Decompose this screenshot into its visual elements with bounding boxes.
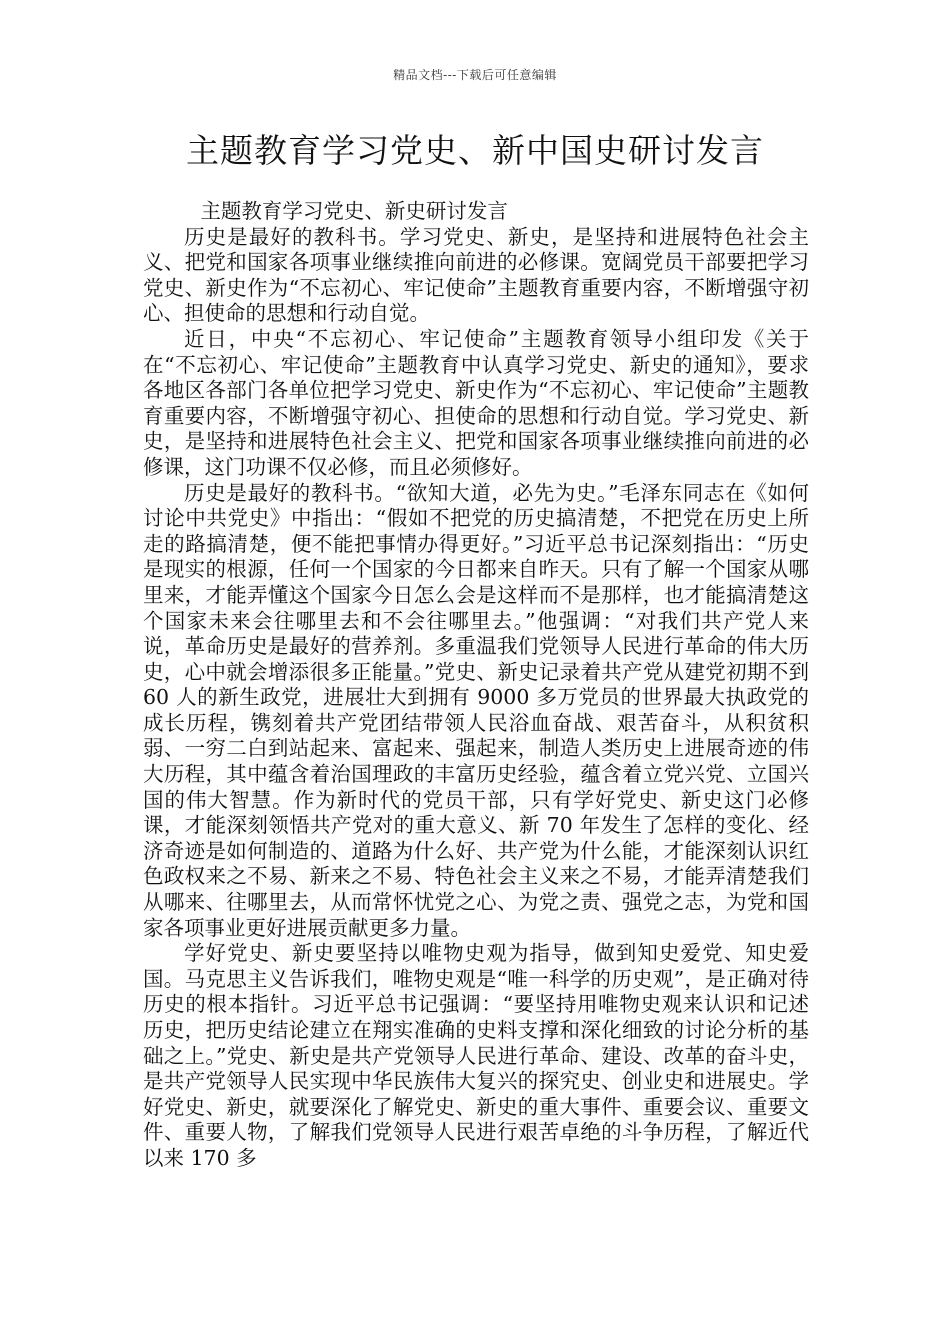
header-note: 精品文档---下载后可任意编辑 bbox=[393, 68, 557, 82]
document-title: 主题教育学习党史、新中国史研讨发言 bbox=[186, 131, 764, 170]
paragraph: 学好党史、新史要坚持以唯物史观为指导，做到知史爱党、知史爱国。马克思主义告诉我们，唯物史观是“唯一科学的历史观”，是正确对待历史的根本指针。习近平总书记强调：“要坚持用唯物史观来认识和记述历史，把历史结论建立在翔实准确的史料支撑和深化细致的讨论分析的基础之上。”党史、新史是共产党领导人民进行革命、建设、改革的奋斗史，是共产党领导人民实现中华民族伟大复兴的探究史、创业史和进展史。学好党史、新史，就要深化了解党史、新史的重大事件、重要会议、重要文件、重要人物，了解我们党领导人民进行艰苦卓绝的斗争历程，了解近代以来 170 多 bbox=[143, 941, 809, 1170]
document-subtitle: 主题教育学习党史、新史研讨发言 bbox=[200, 199, 508, 223]
paragraph: 近日，中央“不忘初心、牢记使命”主题教育领导小组印发《关于在“不忘初心、牢记使命”主题教育中认真学习党史、新史的通知》，要求各地区各部门各单位把学习党史、新史作为“不忘初心、牢记使命”主题教育重要内容，不断增强守初心、担使命的思想和行动自觉。学习党史、新史，是坚持和进展特色社会主义、把党和国家各项事业继续推向前进的必修课，这门功课不仅必修，而且必须修好。 bbox=[143, 326, 809, 479]
paragraph: 历史是最好的教科书。学习党史、新史，是坚持和进展特色社会主义、把党和国家各项事业继续推向前进的必修课。宽阔党员干部要把学习党史、新史作为“不忘初心、牢记使命”主题教育重要内容，不断增强守初心、担使命的思想和行动自觉。 bbox=[143, 224, 809, 326]
document-body bbox=[143, 199, 809, 1172]
paragraph: 历史是最好的教科书。“欲知大道，必先为史。”毛泽东同志在《如何讨论中共党史》中指出：“假如不把党的历史搞清楚，不把党在历史上所走的路搞清楚，便不能把事情办得更好。”习近平总书记深刻指出：“历史是现实的根源，任何一个国家的今日都来自昨天。只有了解一个国家从哪里来，才能弄懂这个国家今日怎么会是这样而不是那样，也才能搞清楚这个国家未来会往哪里去和不会往哪里去。”他强调：“对我们共产党人来说，革命历史是最好的营养剂。多重温我们党领导人民进行革命的伟大历史，心中就会增添很多正能量。”党史、新史记录着共产党从建党初期不到 60 人的新生政党，进展壮大到拥有 9000 多万党员的世界最大执政党的成长历程，镌刻着共产党团结带领人民浴血奋战、艰苦奋斗，从积贫积弱、一穷二白到站起来、富起来、强起来，制造人类历史上进展奇迹的伟大历程，其中蕴含着治国理政的丰富历史经验，蕴含着立党兴党、立国兴国的伟大智慧。作为新时代的党员干部，只有学好党史、新史这门必修课，才能深刻领悟共产党对的重大意义、新 70 年发生了怎样的变化、经济奇迹是如何制造的、道路为什么好、共产党为什么能，才能深刻认识红色政权来之不易、新来之不易、特色社会主义来之不易，才能弄清楚我们从哪来、往哪里去，从而常怀忧党之心、为党之责、强党之志，为党和国家各项事业更好进展贡献更多力量。 bbox=[143, 480, 809, 940]
